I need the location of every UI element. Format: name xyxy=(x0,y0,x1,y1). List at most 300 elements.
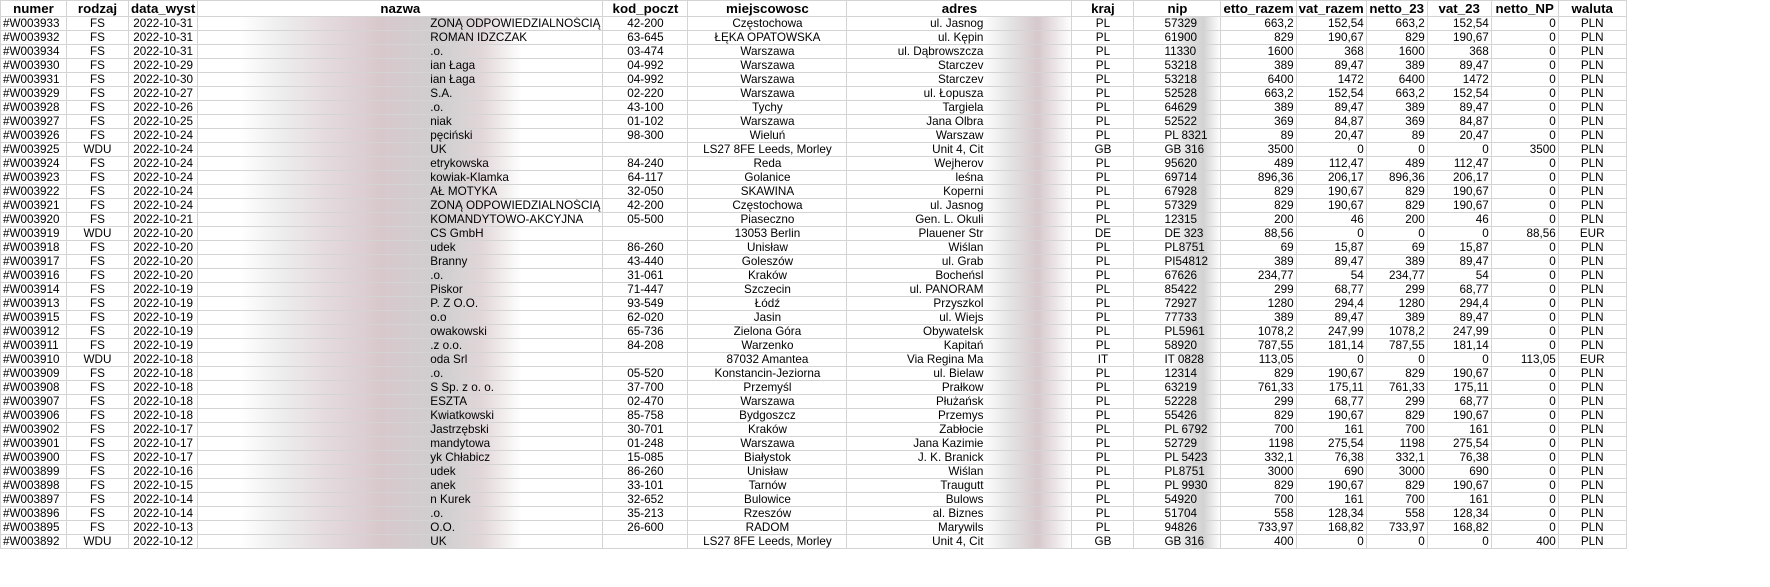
cell-netto-NP[interactable]: 0 xyxy=(1491,129,1558,143)
cell-rodzaj[interactable]: WDU xyxy=(67,227,129,241)
cell-netto-23[interactable]: 0 xyxy=(1366,143,1427,157)
cell-nip[interactable]: PL 8321 xyxy=(1134,129,1221,143)
cell-vat-razem[interactable]: 181,14 xyxy=(1296,339,1366,353)
cell-nip[interactable]: 52522 xyxy=(1134,115,1221,129)
cell-netto-NP[interactable]: 0 xyxy=(1491,451,1558,465)
table-row[interactable] xyxy=(1,283,1627,297)
cell-nazwa[interactable]: etrykowska xyxy=(198,157,603,171)
cell-kraj[interactable]: GB xyxy=(1072,143,1134,157)
table-row[interactable] xyxy=(1,381,1627,395)
cell-kod-poczt[interactable]: 37-700 xyxy=(603,381,688,395)
table-row[interactable] xyxy=(1,311,1627,325)
cell-vat-23[interactable]: 168,82 xyxy=(1427,521,1491,535)
cell-nazwa[interactable]: .o. xyxy=(198,269,603,283)
cell-vat-23[interactable]: 206,17 xyxy=(1427,171,1491,185)
cell-nazwa[interactable]: n Kurek xyxy=(198,493,603,507)
cell-waluta[interactable]: PLN xyxy=(1558,297,1626,311)
cell-nazwa[interactable]: oda Srl xyxy=(198,353,603,367)
cell-vat-23[interactable]: 15,87 xyxy=(1427,241,1491,255)
cell-kod-poczt[interactable]: 84-240 xyxy=(603,157,688,171)
cell-numer[interactable]: #W003899 xyxy=(1,465,67,479)
cell-data-wyst[interactable]: 2022-10-18 xyxy=(129,381,198,395)
cell-rodzaj[interactable]: FS xyxy=(67,507,129,521)
cell-miejscowosc[interactable]: 13053 Berlin xyxy=(688,227,847,241)
cell-rodzaj[interactable]: FS xyxy=(67,325,129,339)
cell-waluta[interactable]: PLN xyxy=(1558,157,1626,171)
cell-kraj[interactable]: PL xyxy=(1072,381,1134,395)
cell-waluta[interactable]: PLN xyxy=(1558,521,1626,535)
cell-netto-razem[interactable]: 369 xyxy=(1221,115,1296,129)
cell-adres[interactable]: ul. Kępin xyxy=(847,31,1072,45)
cell-vat-razem[interactable]: 0 xyxy=(1296,535,1366,549)
cell-netto-razem[interactable]: 663,2 xyxy=(1221,87,1296,101)
cell-vat-razem[interactable]: 1472 xyxy=(1296,73,1366,87)
cell-netto-23[interactable]: 69 xyxy=(1366,241,1427,255)
cell-waluta[interactable]: PLN xyxy=(1558,465,1626,479)
cell-netto-razem[interactable]: 829 xyxy=(1221,199,1296,213)
cell-vat-23[interactable]: 190,67 xyxy=(1427,31,1491,45)
cell-kod-poczt[interactable] xyxy=(603,353,688,367)
cell-rodzaj[interactable]: FS xyxy=(67,339,129,353)
cell-numer[interactable]: #W003927 xyxy=(1,115,67,129)
cell-netto-23[interactable]: 1198 xyxy=(1366,437,1427,451)
cell-nip[interactable]: DE 323 xyxy=(1134,227,1221,241)
cell-vat-razem[interactable]: 190,67 xyxy=(1296,479,1366,493)
cell-netto-razem[interactable]: 299 xyxy=(1221,283,1296,297)
column-header-vat-23[interactable]: vat_23 xyxy=(1427,1,1491,17)
cell-netto-NP[interactable]: 0 xyxy=(1491,101,1558,115)
cell-vat-razem[interactable]: 690 xyxy=(1296,465,1366,479)
cell-netto-NP[interactable]: 0 xyxy=(1491,59,1558,73)
cell-kraj[interactable]: PL xyxy=(1072,283,1134,297)
cell-adres[interactable]: Plauener Str xyxy=(847,227,1072,241)
cell-rodzaj[interactable]: FS xyxy=(67,17,129,31)
cell-netto-razem[interactable]: 389 xyxy=(1221,311,1296,325)
cell-nazwa[interactable]: KOMANDYTOWO-AKCYJNA xyxy=(198,213,603,227)
cell-numer[interactable]: #W003912 xyxy=(1,325,67,339)
cell-nazwa[interactable]: ZONĄ ODPOWIEDZIALNOŚCIĄ xyxy=(198,17,603,31)
column-header-nazwa[interactable]: nazwa xyxy=(198,1,603,17)
cell-vat-23[interactable]: 690 xyxy=(1427,465,1491,479)
cell-netto-23[interactable]: 787,55 xyxy=(1366,339,1427,353)
cell-adres[interactable]: Unit 4, Cit xyxy=(847,535,1072,549)
cell-nip[interactable]: 77733 xyxy=(1134,311,1221,325)
cell-nip[interactable]: 95620 xyxy=(1134,157,1221,171)
cell-nazwa[interactable]: anek xyxy=(198,479,603,493)
cell-vat-razem[interactable]: 294,4 xyxy=(1296,297,1366,311)
cell-netto-23[interactable]: 234,77 xyxy=(1366,269,1427,283)
cell-nip[interactable]: 53218 xyxy=(1134,59,1221,73)
cell-kod-poczt[interactable]: 02-470 xyxy=(603,395,688,409)
table-row[interactable] xyxy=(1,423,1627,437)
cell-vat-23[interactable]: 161 xyxy=(1427,493,1491,507)
cell-rodzaj[interactable]: FS xyxy=(67,171,129,185)
cell-nazwa[interactable]: ESZTA xyxy=(198,395,603,409)
cell-miejscowosc[interactable]: LS27 8FE Leeds, Morley xyxy=(688,535,847,549)
cell-kraj[interactable]: PL xyxy=(1072,465,1134,479)
cell-vat-23[interactable]: 190,67 xyxy=(1427,185,1491,199)
cell-adres[interactable]: al. Biznes xyxy=(847,507,1072,521)
cell-nip[interactable]: 72927 xyxy=(1134,297,1221,311)
cell-waluta[interactable]: PLN xyxy=(1558,73,1626,87)
cell-data-wyst[interactable]: 2022-10-16 xyxy=(129,465,198,479)
cell-vat-23[interactable]: 89,47 xyxy=(1427,311,1491,325)
cell-adres[interactable]: Zabłocie xyxy=(847,423,1072,437)
table-row[interactable] xyxy=(1,325,1627,339)
cell-netto-razem[interactable]: 1198 xyxy=(1221,437,1296,451)
cell-miejscowosc[interactable]: Warzenko xyxy=(688,339,847,353)
table-row[interactable] xyxy=(1,45,1627,59)
cell-adres[interactable]: Marywils xyxy=(847,521,1072,535)
table-row[interactable] xyxy=(1,255,1627,269)
table-row[interactable] xyxy=(1,157,1627,171)
cell-rodzaj[interactable]: FS xyxy=(67,129,129,143)
cell-adres[interactable]: ul. Dąbrowszcza xyxy=(847,45,1072,59)
cell-adres[interactable]: ul. Jasnog xyxy=(847,17,1072,31)
cell-vat-razem[interactable]: 0 xyxy=(1296,353,1366,367)
cell-numer[interactable]: #W003892 xyxy=(1,535,67,549)
cell-numer[interactable]: #W003921 xyxy=(1,199,67,213)
cell-kraj[interactable]: DE xyxy=(1072,227,1134,241)
cell-vat-razem[interactable]: 76,38 xyxy=(1296,451,1366,465)
cell-kraj[interactable]: PL xyxy=(1072,423,1134,437)
cell-netto-razem[interactable]: 389 xyxy=(1221,255,1296,269)
cell-kraj[interactable]: PL xyxy=(1072,101,1134,115)
cell-netto-23[interactable]: 1078,2 xyxy=(1366,325,1427,339)
cell-waluta[interactable]: PLN xyxy=(1558,87,1626,101)
cell-netto-razem[interactable]: 89 xyxy=(1221,129,1296,143)
cell-netto-razem[interactable]: 700 xyxy=(1221,493,1296,507)
cell-nip[interactable]: 64629 xyxy=(1134,101,1221,115)
cell-data-wyst[interactable]: 2022-10-20 xyxy=(129,269,198,283)
cell-vat-razem[interactable]: 152,54 xyxy=(1296,17,1366,31)
cell-waluta[interactable]: PLN xyxy=(1558,283,1626,297)
cell-netto-NP[interactable]: 0 xyxy=(1491,115,1558,129)
cell-kod-poczt[interactable] xyxy=(603,227,688,241)
cell-waluta[interactable]: PLN xyxy=(1558,45,1626,59)
cell-kod-poczt[interactable]: 64-117 xyxy=(603,171,688,185)
cell-netto-23[interactable]: 389 xyxy=(1366,59,1427,73)
cell-vat-razem[interactable]: 206,17 xyxy=(1296,171,1366,185)
cell-data-wyst[interactable]: 2022-10-12 xyxy=(129,535,198,549)
cell-kod-poczt[interactable]: 01-248 xyxy=(603,437,688,451)
cell-adres[interactable]: Wiślan xyxy=(847,241,1072,255)
cell-nip[interactable]: 54920 xyxy=(1134,493,1221,507)
cell-kraj[interactable]: PL xyxy=(1072,199,1134,213)
cell-vat-23[interactable]: 112,47 xyxy=(1427,157,1491,171)
cell-adres[interactable]: J. K. Branick xyxy=(847,451,1072,465)
cell-nazwa[interactable]: .o. xyxy=(198,507,603,521)
cell-adres[interactable]: Płużańsk xyxy=(847,395,1072,409)
cell-nazwa[interactable]: AŁ MOTYKA xyxy=(198,185,603,199)
cell-nazwa[interactable]: UK xyxy=(198,535,603,549)
cell-numer[interactable]: #W003929 xyxy=(1,87,67,101)
cell-numer[interactable]: #W003926 xyxy=(1,129,67,143)
cell-kraj[interactable]: PL xyxy=(1072,157,1134,171)
cell-nazwa[interactable]: Piskor xyxy=(198,283,603,297)
cell-numer[interactable]: #W003920 xyxy=(1,213,67,227)
cell-vat-23[interactable]: 76,38 xyxy=(1427,451,1491,465)
cell-netto-razem[interactable]: 829 xyxy=(1221,479,1296,493)
cell-data-wyst[interactable]: 2022-10-29 xyxy=(129,59,198,73)
cell-netto-NP[interactable]: 0 xyxy=(1491,493,1558,507)
cell-numer[interactable]: #W003917 xyxy=(1,255,67,269)
cell-miejscowosc[interactable]: Bydgoszcz xyxy=(688,409,847,423)
cell-netto-23[interactable]: 389 xyxy=(1366,255,1427,269)
cell-data-wyst[interactable]: 2022-10-20 xyxy=(129,255,198,269)
table-row[interactable] xyxy=(1,87,1627,101)
cell-numer[interactable]: #W003910 xyxy=(1,353,67,367)
cell-netto-NP[interactable]: 3500 xyxy=(1491,143,1558,157)
cell-numer[interactable]: #W003915 xyxy=(1,311,67,325)
cell-data-wyst[interactable]: 2022-10-17 xyxy=(129,437,198,451)
cell-numer[interactable]: #W003925 xyxy=(1,143,67,157)
cell-miejscowosc[interactable]: RADOM xyxy=(688,521,847,535)
cell-netto-NP[interactable]: 0 xyxy=(1491,199,1558,213)
column-header-kod-poczt[interactable]: kod_poczt xyxy=(603,1,688,17)
cell-miejscowosc[interactable]: Warszawa xyxy=(688,87,847,101)
cell-kod-poczt[interactable] xyxy=(603,143,688,157)
cell-miejscowosc[interactable]: SKAWINA xyxy=(688,185,847,199)
cell-vat-razem[interactable]: 190,67 xyxy=(1296,31,1366,45)
column-header-miejscowosc[interactable]: miejscowosc xyxy=(688,1,847,17)
cell-data-wyst[interactable]: 2022-10-24 xyxy=(129,129,198,143)
cell-waluta[interactable]: PLN xyxy=(1558,381,1626,395)
cell-adres[interactable]: Prałkow xyxy=(847,381,1072,395)
cell-miejscowosc[interactable]: Warszawa xyxy=(688,115,847,129)
cell-nip[interactable]: PL 5423 xyxy=(1134,451,1221,465)
cell-vat-23[interactable]: 68,77 xyxy=(1427,395,1491,409)
cell-data-wyst[interactable]: 2022-10-31 xyxy=(129,45,198,59)
cell-rodzaj[interactable]: WDU xyxy=(67,143,129,157)
cell-kod-poczt[interactable]: 33-101 xyxy=(603,479,688,493)
cell-netto-razem[interactable]: 200 xyxy=(1221,213,1296,227)
cell-vat-23[interactable]: 89,47 xyxy=(1427,101,1491,115)
table-row[interactable] xyxy=(1,479,1627,493)
cell-nip[interactable]: 51704 xyxy=(1134,507,1221,521)
cell-netto-razem[interactable]: 896,36 xyxy=(1221,171,1296,185)
cell-netto-23[interactable]: 829 xyxy=(1366,367,1427,381)
cell-adres[interactable]: Unit 4, Cit xyxy=(847,143,1072,157)
cell-kod-poczt[interactable]: 93-549 xyxy=(603,297,688,311)
cell-netto-23[interactable]: 200 xyxy=(1366,213,1427,227)
cell-netto-razem[interactable]: 787,55 xyxy=(1221,339,1296,353)
cell-netto-NP[interactable]: 0 xyxy=(1491,171,1558,185)
cell-netto-23[interactable]: 0 xyxy=(1366,535,1427,549)
cell-adres[interactable]: ul. Łopusza xyxy=(847,87,1072,101)
cell-kraj[interactable]: PL xyxy=(1072,213,1134,227)
table-row[interactable] xyxy=(1,59,1627,73)
cell-adres[interactable]: ul. PANORAM xyxy=(847,283,1072,297)
cell-vat-razem[interactable]: 161 xyxy=(1296,493,1366,507)
cell-adres[interactable]: Traugutt xyxy=(847,479,1072,493)
cell-netto-razem[interactable]: 234,77 xyxy=(1221,269,1296,283)
cell-netto-NP[interactable]: 0 xyxy=(1491,297,1558,311)
cell-netto-razem[interactable]: 389 xyxy=(1221,101,1296,115)
cell-kod-poczt[interactable]: 15-085 xyxy=(603,451,688,465)
cell-nazwa[interactable]: ZONĄ ODPOWIEDZIALNOŚCIĄ xyxy=(198,199,603,213)
cell-data-wyst[interactable]: 2022-10-25 xyxy=(129,115,198,129)
cell-rodzaj[interactable]: FS xyxy=(67,395,129,409)
table-row[interactable] xyxy=(1,213,1627,227)
column-header-rodzaj[interactable]: rodzaj xyxy=(67,1,129,17)
cell-vat-razem[interactable]: 0 xyxy=(1296,227,1366,241)
cell-kraj[interactable]: PL xyxy=(1072,185,1134,199)
cell-kraj[interactable]: PL xyxy=(1072,241,1134,255)
column-header-netto-razem[interactable]: etto_razem xyxy=(1221,1,1296,17)
cell-vat-23[interactable]: 181,14 xyxy=(1427,339,1491,353)
cell-netto-NP[interactable]: 0 xyxy=(1491,31,1558,45)
cell-vat-23[interactable]: 294,4 xyxy=(1427,297,1491,311)
cell-vat-23[interactable]: 68,77 xyxy=(1427,283,1491,297)
cell-vat-razem[interactable]: 84,87 xyxy=(1296,115,1366,129)
cell-vat-23[interactable]: 368 xyxy=(1427,45,1491,59)
cell-netto-NP[interactable]: 0 xyxy=(1491,311,1558,325)
cell-vat-razem[interactable]: 368 xyxy=(1296,45,1366,59)
cell-kod-poczt[interactable]: 43-440 xyxy=(603,255,688,269)
column-header-vat-razem[interactable]: vat_razem xyxy=(1296,1,1366,17)
cell-adres[interactable]: Obywatelsk xyxy=(847,325,1072,339)
cell-nip[interactable]: PL 6792 xyxy=(1134,423,1221,437)
cell-miejscowosc[interactable]: Jasin xyxy=(688,311,847,325)
cell-rodzaj[interactable]: FS xyxy=(67,101,129,115)
table-row[interactable] xyxy=(1,437,1627,451)
cell-kraj[interactable]: PL xyxy=(1072,367,1134,381)
cell-data-wyst[interactable]: 2022-10-19 xyxy=(129,311,198,325)
cell-netto-23[interactable]: 299 xyxy=(1366,283,1427,297)
cell-kod-poczt[interactable]: 71-447 xyxy=(603,283,688,297)
cell-kraj[interactable]: PL xyxy=(1072,339,1134,353)
cell-waluta[interactable]: PLN xyxy=(1558,213,1626,227)
cell-nip[interactable]: 12314 xyxy=(1134,367,1221,381)
cell-netto-NP[interactable]: 0 xyxy=(1491,17,1558,31)
cell-kraj[interactable]: PL xyxy=(1072,311,1134,325)
cell-waluta[interactable]: PLN xyxy=(1558,101,1626,115)
table-row[interactable] xyxy=(1,507,1627,521)
cell-kod-poczt[interactable]: 30-701 xyxy=(603,423,688,437)
cell-netto-23[interactable]: 389 xyxy=(1366,311,1427,325)
cell-kraj[interactable]: PL xyxy=(1072,87,1134,101)
cell-netto-NP[interactable]: 0 xyxy=(1491,437,1558,451)
cell-vat-23[interactable]: 54 xyxy=(1427,269,1491,283)
cell-kraj[interactable]: PL xyxy=(1072,129,1134,143)
cell-vat-razem[interactable]: 190,67 xyxy=(1296,367,1366,381)
cell-numer[interactable]: #W003897 xyxy=(1,493,67,507)
cell-data-wyst[interactable]: 2022-10-20 xyxy=(129,241,198,255)
cell-vat-23[interactable]: 247,99 xyxy=(1427,325,1491,339)
table-row[interactable] xyxy=(1,115,1627,129)
cell-nip[interactable]: 57329 xyxy=(1134,199,1221,213)
cell-adres[interactable]: ul. Wiejs xyxy=(847,311,1072,325)
cell-waluta[interactable]: PLN xyxy=(1558,241,1626,255)
cell-kraj[interactable]: PL xyxy=(1072,395,1134,409)
cell-kod-poczt[interactable]: 65-736 xyxy=(603,325,688,339)
cell-netto-NP[interactable]: 0 xyxy=(1491,521,1558,535)
cell-nip[interactable]: GB 316 xyxy=(1134,535,1221,549)
cell-waluta[interactable]: EUR xyxy=(1558,353,1626,367)
table-row[interactable] xyxy=(1,521,1627,535)
cell-vat-23[interactable]: 190,67 xyxy=(1427,409,1491,423)
cell-adres[interactable]: Targiela xyxy=(847,101,1072,115)
cell-nip[interactable]: 94826 xyxy=(1134,521,1221,535)
cell-nip[interactable]: 58920 xyxy=(1134,339,1221,353)
cell-netto-NP[interactable]: 0 xyxy=(1491,465,1558,479)
cell-nip[interactable]: 12315 xyxy=(1134,213,1221,227)
cell-numer[interactable]: #W003902 xyxy=(1,423,67,437)
cell-netto-23[interactable]: 1600 xyxy=(1366,45,1427,59)
table-row[interactable] xyxy=(1,129,1627,143)
cell-adres[interactable]: leśna xyxy=(847,171,1072,185)
cell-kod-poczt[interactable]: 85-758 xyxy=(603,409,688,423)
cell-kod-poczt[interactable]: 84-208 xyxy=(603,339,688,353)
cell-netto-23[interactable]: 558 xyxy=(1366,507,1427,521)
cell-vat-razem[interactable]: 128,34 xyxy=(1296,507,1366,521)
cell-waluta[interactable]: PLN xyxy=(1558,367,1626,381)
cell-netto-razem[interactable]: 389 xyxy=(1221,59,1296,73)
cell-vat-razem[interactable]: 89,47 xyxy=(1296,101,1366,115)
cell-kraj[interactable]: PL xyxy=(1072,437,1134,451)
cell-kraj[interactable]: PL xyxy=(1072,115,1134,129)
cell-adres[interactable]: Wiślan xyxy=(847,465,1072,479)
cell-miejscowosc[interactable]: Kraków xyxy=(688,423,847,437)
cell-netto-23[interactable]: 332,1 xyxy=(1366,451,1427,465)
table-row[interactable] xyxy=(1,493,1627,507)
cell-numer[interactable]: #W003914 xyxy=(1,283,67,297)
cell-netto-razem[interactable]: 829 xyxy=(1221,367,1296,381)
cell-nip[interactable]: PL8751 xyxy=(1134,241,1221,255)
cell-data-wyst[interactable]: 2022-10-19 xyxy=(129,339,198,353)
cell-kod-poczt[interactable]: 86-260 xyxy=(603,465,688,479)
cell-data-wyst[interactable]: 2022-10-24 xyxy=(129,157,198,171)
cell-nip[interactable]: IT 0828 xyxy=(1134,353,1221,367)
cell-rodzaj[interactable]: FS xyxy=(67,409,129,423)
cell-netto-NP[interactable]: 0 xyxy=(1491,185,1558,199)
cell-rodzaj[interactable]: FS xyxy=(67,521,129,535)
cell-data-wyst[interactable]: 2022-10-24 xyxy=(129,171,198,185)
cell-netto-NP[interactable]: 0 xyxy=(1491,45,1558,59)
cell-vat-razem[interactable]: 68,77 xyxy=(1296,395,1366,409)
cell-netto-NP[interactable]: 0 xyxy=(1491,367,1558,381)
cell-netto-razem[interactable]: 332,1 xyxy=(1221,451,1296,465)
cell-waluta[interactable]: PLN xyxy=(1558,451,1626,465)
cell-kraj[interactable]: PL xyxy=(1072,493,1134,507)
cell-kraj[interactable]: PL xyxy=(1072,325,1134,339)
cell-netto-23[interactable]: 829 xyxy=(1366,409,1427,423)
cell-data-wyst[interactable]: 2022-10-17 xyxy=(129,451,198,465)
cell-netto-NP[interactable]: 0 xyxy=(1491,255,1558,269)
cell-kod-poczt[interactable]: 03-474 xyxy=(603,45,688,59)
cell-netto-razem[interactable]: 558 xyxy=(1221,507,1296,521)
cell-netto-23[interactable]: 0 xyxy=(1366,227,1427,241)
cell-netto-razem[interactable]: 829 xyxy=(1221,185,1296,199)
cell-miejscowosc[interactable]: Białystok xyxy=(688,451,847,465)
cell-data-wyst[interactable]: 2022-10-14 xyxy=(129,493,198,507)
cell-vat-razem[interactable]: 175,11 xyxy=(1296,381,1366,395)
cell-numer[interactable]: #W003908 xyxy=(1,381,67,395)
cell-vat-razem[interactable]: 190,67 xyxy=(1296,409,1366,423)
cell-rodzaj[interactable]: FS xyxy=(67,297,129,311)
cell-netto-NP[interactable]: 0 xyxy=(1491,423,1558,437)
cell-netto-23[interactable]: 829 xyxy=(1366,479,1427,493)
cell-waluta[interactable]: PLN xyxy=(1558,437,1626,451)
cell-rodzaj[interactable]: FS xyxy=(67,493,129,507)
cell-kraj[interactable]: PL xyxy=(1072,451,1134,465)
cell-netto-NP[interactable]: 0 xyxy=(1491,339,1558,353)
cell-nip[interactable]: 52528 xyxy=(1134,87,1221,101)
cell-netto-razem[interactable]: 6400 xyxy=(1221,73,1296,87)
cell-kod-poczt[interactable]: 05-520 xyxy=(603,367,688,381)
cell-nazwa[interactable]: UK xyxy=(198,143,603,157)
